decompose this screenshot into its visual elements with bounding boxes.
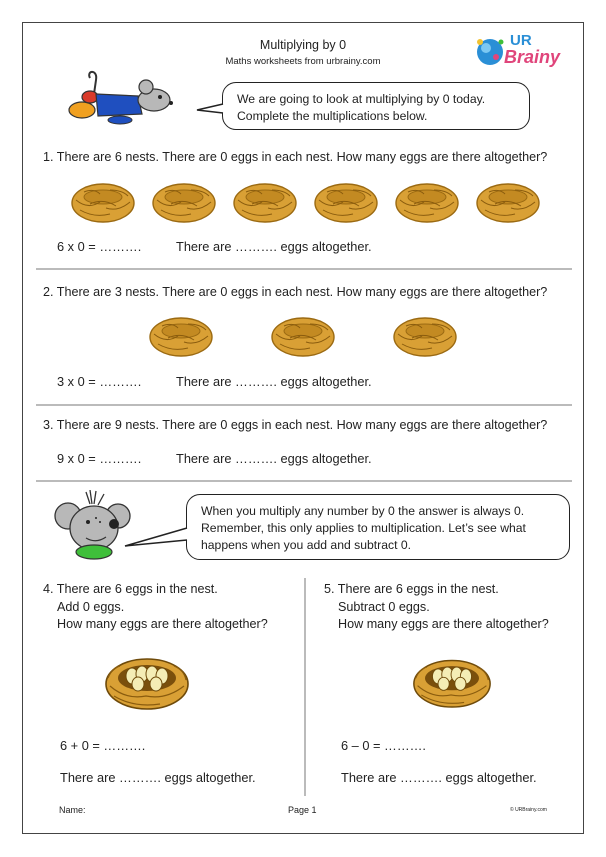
empty-nest-image <box>70 178 136 224</box>
nest-with-eggs-image <box>412 652 492 710</box>
question-5-line-1: 5. There are 6 eggs in the nest. <box>324 582 499 596</box>
nest-with-eggs-image <box>104 650 190 712</box>
flying-mouse-image <box>62 70 182 128</box>
empty-nest-image <box>232 178 298 224</box>
logo-text-top: UR <box>510 32 532 49</box>
q3-answer-sentence[interactable]: There are ………. eggs altogether. <box>176 451 372 466</box>
question-2-text: 2. There are 3 nests. There are 0 eggs in each nest. How many eggs are there altogether? <box>43 285 548 299</box>
empty-nest-image <box>270 312 336 358</box>
q4-equation[interactable]: 6 + 0 = ………. <box>60 738 146 753</box>
question-4-line-2: Add 0 eggs. <box>57 600 125 614</box>
empty-nest-image <box>151 178 217 224</box>
urbrainy-logo <box>474 30 564 74</box>
question-4-line-3: How many eggs are there altogether? <box>57 617 268 631</box>
q5-equation[interactable]: 6 – 0 = ………. <box>341 738 426 753</box>
divider <box>36 480 572 482</box>
question-5-line-3: How many eggs are there altogether? <box>338 617 549 631</box>
question-4-line-1: 4. There are 6 eggs in the nest. <box>43 582 218 596</box>
question-5-line-2: Subtract 0 eggs. <box>338 600 430 614</box>
empty-nest-image <box>392 312 458 358</box>
column-divider <box>304 578 306 796</box>
intro-line-2: Complete the multiplications below. <box>237 109 428 123</box>
question-3-text: 3. There are 9 nests. There are 0 eggs in each nest. How many eggs are there altogether? <box>43 418 548 432</box>
empty-nest-image <box>313 178 379 224</box>
q2-equation[interactable]: 3 x 0 = ………. <box>57 374 142 389</box>
q1-answer-sentence[interactable]: There are ………. eggs altogether. <box>176 239 372 254</box>
empty-nest-image <box>148 312 214 358</box>
divider <box>36 268 572 270</box>
question-1-text: 1. There are 6 nests. There are 0 eggs in each nest. How many eggs are there altogether? <box>43 150 548 164</box>
rule-speech-bubble <box>186 494 570 560</box>
q1-equation[interactable]: 6 x 0 = ………. <box>57 239 142 254</box>
page-number: Page 1 <box>288 805 317 815</box>
intro-speech-bubble <box>222 82 530 130</box>
intro-bubble-tail <box>196 102 224 116</box>
name-label: Name: <box>59 805 86 815</box>
q2-answer-sentence[interactable]: There are ………. eggs altogether. <box>176 374 372 389</box>
divider <box>36 404 572 406</box>
mouse-head-image <box>52 490 132 564</box>
q3-equation[interactable]: 9 x 0 = ………. <box>57 451 142 466</box>
empty-nest-image <box>475 178 541 224</box>
rule-line-3: happens when you add and subtract 0. <box>201 538 412 552</box>
intro-line-1: We are going to look at multiplying by 0 today. <box>237 92 486 106</box>
q5-answer-sentence[interactable]: There are ………. eggs altogether. <box>341 770 537 785</box>
logo-text-bottom: Brainy <box>504 47 561 67</box>
rule-bubble-tail <box>124 526 188 548</box>
page-title: Multiplying by 0 <box>259 38 347 52</box>
page-subtitle: Maths worksheets from urbrainy.com <box>225 56 381 67</box>
empty-nest-image <box>394 178 460 224</box>
copyright-text: © URBrainy.com <box>510 807 547 813</box>
q4-answer-sentence[interactable]: There are ………. eggs altogether. <box>60 770 256 785</box>
rule-line-2: Remember, this only applies to multiplication. Let’s see what <box>201 521 526 535</box>
rule-line-1: When you multiply any number by 0 the answer is always 0. <box>201 504 525 518</box>
